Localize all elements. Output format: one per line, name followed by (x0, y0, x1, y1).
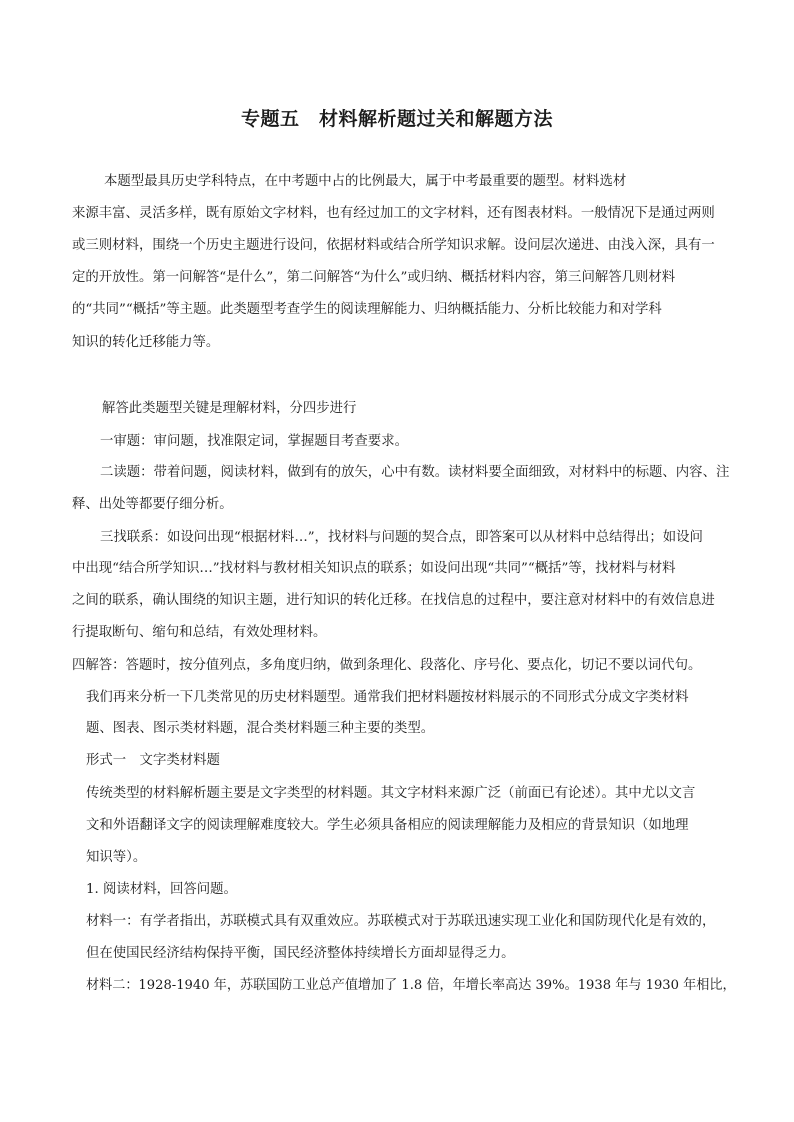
intro-line: 定的开放性。第一问解答“是什么”，第二问解答“为什么”或归纳、概括材料内容，第三问解答几则材料 (72, 270, 676, 285)
method-line: 一审题：审问题，找准限定词，掌握题目考查要求。 (100, 434, 408, 449)
method-line: 题、图表、图示类材料题，混合类材料题三种主要的类型。 (86, 721, 435, 736)
method-line: 解答此类题型关键是理解材料，分四步进行 (102, 401, 357, 416)
material-line: 材料一：有学者指出，苏联模式具有双重效应。苏联模式对于苏联迅速实现工业化和国防现代化是有效的， (86, 914, 716, 929)
method-line: 四解答：答题时，按分值列点，多角度归纳，做到条理化、段落化、序号化、要点化，切记不要以词代句。 (72, 658, 702, 673)
method-line: 二读题：带着问题，阅读材料，做到有的放矢，心中有数。读材料要全面细致，对材料中的标题、内容、注 (100, 465, 730, 480)
method-line: 三找联系：如设问出现“根据材料…”，找材料与问题的契合点，即答案可以从材料中总结得出；如设问 (100, 530, 703, 545)
method-line: 知识等）。 (86, 850, 147, 865)
material-line: 材料二：1928-1940 年，苏联国防工业总产值增加了 1.8 倍，年增长率高达 39%。1938 年与 1930 年相比， (86, 978, 736, 993)
intro-line: 本题型最具历史学科特点，在中考题中占的比例最大，属于中考最重要的题型。材料选材 (104, 174, 627, 189)
section-heading: 形式一 文字类材料题 (86, 753, 220, 768)
method-line: 之间的联系，确认围绕的知识主题，进行知识的转化迁移。在找信息的过程中，要注意对材料中的有效信息进 (72, 593, 715, 608)
question-heading: 1. 阅读材料，回答问题。 (86, 882, 237, 897)
intro-line: 的“共同”“概括”等主题。此类题型考查学生的阅读理解能力、归纳概括能力、分析比较能力和对学科 (72, 302, 662, 317)
material-line: 但在使国民经济结构保持平衡，国民经济整体持续增长方面却显得乏力。 (86, 946, 515, 961)
method-line: 我们再来分析一下几类常见的历史材料题型。通常我们把材料题按材料展示的不同形式分成文字类材料 (86, 690, 689, 705)
method-line: 中出现“结合所学知识…”找材料与教材相关知识点的联系；如设问出现“共同”“概括”等，找材料与材料 (72, 561, 676, 576)
intro-line: 知识的转化迁移能力等。 (72, 335, 220, 350)
page-title: 专题五 材料解析题过关和解题方法 (240, 108, 553, 130)
method-line: 释、出处等都要仔细分析。 (72, 497, 233, 512)
method-line: 文和外语翻译文字的阅读理解难度较大。学生必须具备相应的阅读理解能力及相应的背景知识（如地理 (86, 818, 689, 833)
intro-line: 来源丰富、灵活多样，既有原始文字材料，也有经过加工的文字材料，还有图表材料。一般情况下是通过两则 (72, 206, 715, 221)
method-line: 传统类型的材料解析题主要是文字类型的材料题。其文字材料来源广泛（前面已有论述）。其中尤以文言 (86, 786, 696, 801)
intro-line: 或三则材料，围绕一个历史主题进行设问，依据材料或结合所学知识求解。设问层次递进、由浅入深，具有一 (72, 238, 715, 253)
method-line: 行提取断句、缩句和总结，有效处理材料。 (72, 625, 327, 640)
